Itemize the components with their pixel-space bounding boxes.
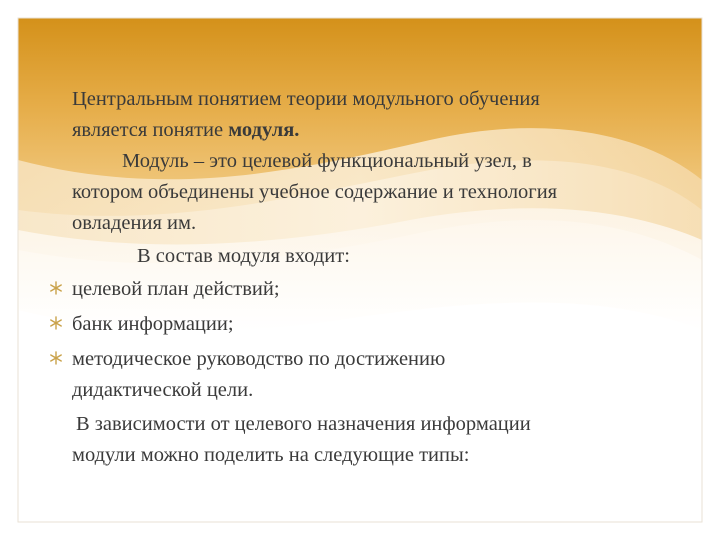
composition-heading: В состав модуля входит:: [137, 245, 350, 267]
asterisk-icon: [49, 316, 63, 330]
term-module: модуля.: [228, 119, 300, 141]
definition-line-1: Модуль – это целевой функциональный узел, в: [122, 150, 532, 172]
bullet-item-3-continued: дидактической цели.: [72, 379, 254, 401]
definition-line-2: котором объединены учебное содержание и технология: [72, 181, 558, 203]
asterisk-icon: [49, 351, 63, 365]
definition-line-3: овладения им.: [72, 212, 197, 234]
closing-line-2: модули можно поделить на следующие типы:: [72, 444, 470, 466]
intro-line-2: [72, 115, 299, 146]
intro-line-1: Центральным понятием теории модульного обучения: [72, 88, 540, 110]
asterisk-icon: [49, 281, 63, 295]
intro-text: является понятие: [72, 119, 229, 141]
bullet-item-2: банк информации;: [72, 313, 234, 335]
closing-line-1: В зависимости от целевого назначения информации: [76, 413, 531, 435]
bullet-item-3: методическое руководство по достижению: [72, 348, 446, 370]
bullet-item-1: целевой план действий;: [72, 278, 280, 300]
